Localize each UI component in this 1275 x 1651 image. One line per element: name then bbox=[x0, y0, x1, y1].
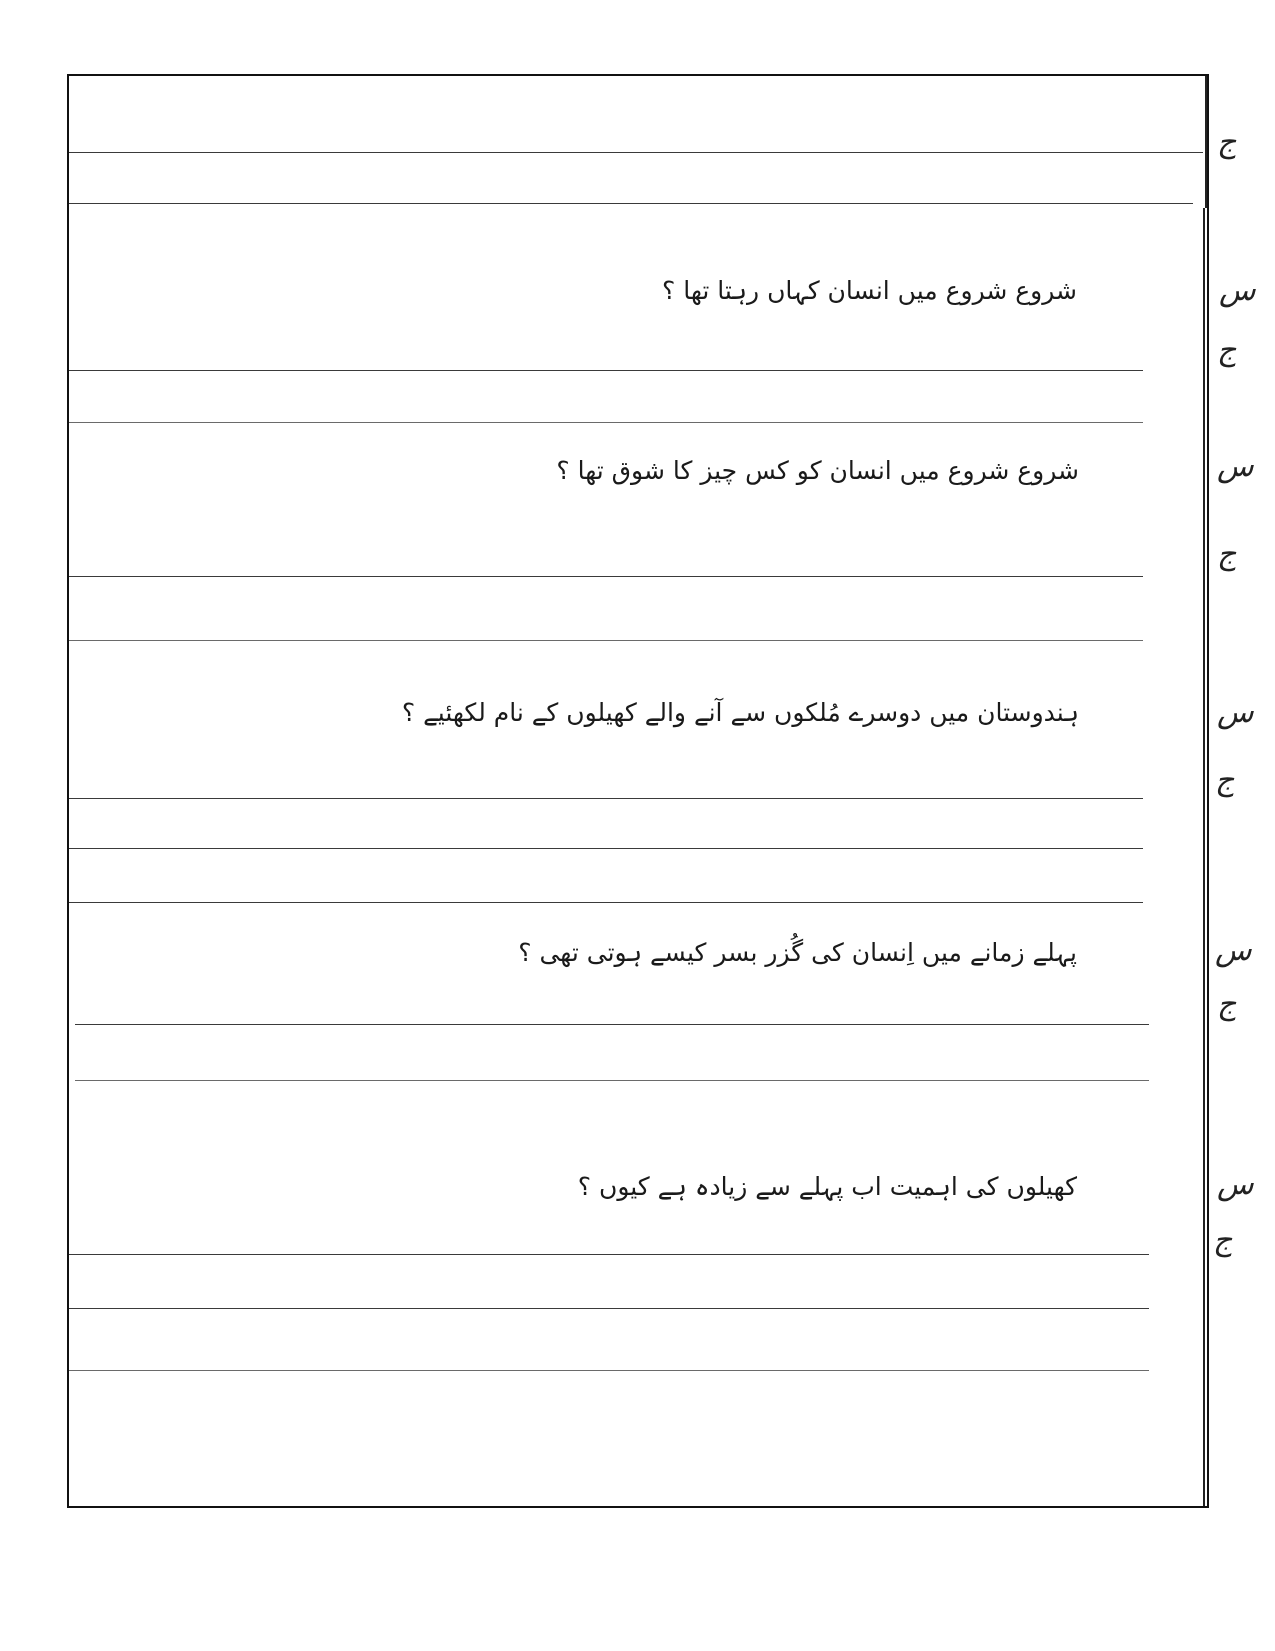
answer-line-3c bbox=[69, 902, 1143, 903]
answer-line-0b bbox=[69, 203, 1193, 204]
worksheet-frame bbox=[67, 74, 1256, 1508]
answer-line-2b bbox=[69, 640, 1143, 641]
question-marker-4: س bbox=[1215, 933, 1252, 968]
answer-line-1a bbox=[69, 370, 1143, 371]
answer-marker-3: ج bbox=[1215, 763, 1235, 798]
question-2-text: شروع شروع میں انسان کو کس چیز کا شوق تھا ؟ bbox=[556, 456, 1079, 485]
question-5-text: کھیلوں کی اہمیت اب پہلے سے زیادہ ہے کیوں ؟ bbox=[577, 1172, 1077, 1201]
question-marker-5: س bbox=[1217, 1167, 1254, 1202]
margin-rule-main bbox=[1203, 208, 1205, 1506]
answer-line-3b bbox=[69, 848, 1143, 849]
answer-line-0a bbox=[69, 152, 1203, 153]
answer-line-1b bbox=[69, 422, 1143, 423]
question-marker-2: س bbox=[1217, 449, 1254, 484]
answer-line-3a bbox=[69, 798, 1143, 799]
answer-line-4a bbox=[75, 1024, 1149, 1025]
answer-line-2a bbox=[69, 576, 1143, 577]
answer-line-5a bbox=[69, 1254, 1149, 1255]
answer-line-5c bbox=[69, 1370, 1149, 1371]
answer-line-5b bbox=[69, 1308, 1149, 1309]
answer-line-4b bbox=[75, 1080, 1149, 1081]
question-4-text: پہلے زمانے میں اِنسان کی گُزر بسر کیسے ہوتی تھی ؟ bbox=[518, 938, 1077, 967]
question-marker-3: س bbox=[1217, 695, 1254, 730]
answer-marker-5: ج bbox=[1213, 1223, 1233, 1258]
answer-marker-1: ج bbox=[1217, 333, 1237, 368]
question-marker-1: س bbox=[1219, 273, 1256, 308]
question-3-text: ہندوستان میں دوسرے مُلکوں سے آنے والے کھیلوں کے نام لکھئیے ؟ bbox=[401, 698, 1079, 727]
answer-marker-4: ج bbox=[1217, 987, 1237, 1022]
margin-rule-top bbox=[1205, 76, 1207, 208]
question-1-text: شروع شروع میں انسان کہاں رہتا تھا ؟ bbox=[661, 276, 1077, 305]
answer-marker-0: ج bbox=[1217, 125, 1237, 160]
answer-marker-2: ج bbox=[1217, 537, 1237, 572]
